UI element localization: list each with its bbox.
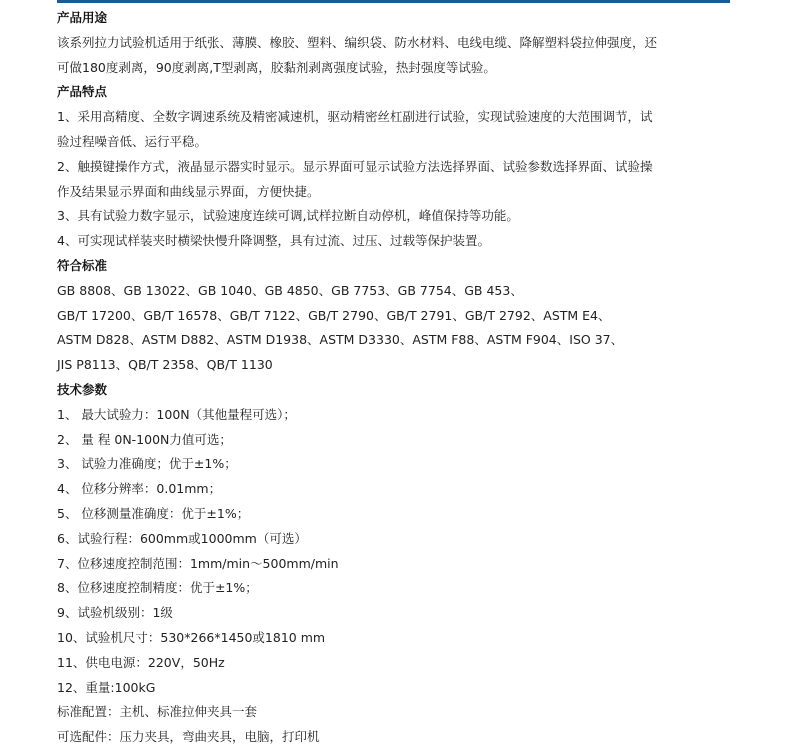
features-line-5: 3、具有试验力数字显示，试验速度连续可调,试样拉断自动停机，峰值保持等功能。 — [57, 208, 519, 224]
spec-item-11: 11、供电电源：220V，50Hz — [57, 654, 225, 670]
spec-item-1: 1、 最大试验力：100N（其他量程可选）； — [57, 406, 296, 422]
spec-item-9: 9、试验机级别：1级 — [57, 605, 173, 621]
features-line-6: 4、可实现试样装夹时横梁快慢升降调整，具有过流、过压、过载等保护装置。 — [57, 233, 490, 249]
top-divider — [57, 0, 730, 3]
spec-item-4: 4、 位移分辨率：0.01mm； — [57, 481, 222, 497]
spec-item-12: 12、重量:100kG — [57, 679, 156, 695]
usage-line-2: 可做180度剥离，90度剥离,T型剥离，胶黏剂剥离强度试验，热封强度等试验。 — [57, 59, 496, 75]
section-title-usage: 产品用途 — [57, 10, 108, 25]
standards-line-4: JIS P8113、QB/T 2358、QB/T 1130 — [57, 357, 273, 373]
optional-accessories: 可选配件：压力夹具，弯曲夹具，电脑，打印机 — [57, 729, 320, 745]
standards-line-1: GB 8808、GB 13022、GB 1040、GB 4850、GB 7753、GB 7754、GB 453、 — [57, 282, 523, 298]
product-description — [57, 6, 737, 750]
standards-line-2: GB/T 17200、GB/T 16578、GB/T 7122、GB/T 2790、GB/T 2791、GB/T 2792、ASTM E4、 — [57, 307, 611, 323]
features-line-4: 作及结果显示界面和曲线显示界面，方便快捷。 — [57, 183, 320, 199]
spec-item-5: 5、 位移测量准确度：优于±1%； — [57, 505, 250, 521]
features-line-3: 2、触摸键操作方式，液晶显示器实时显示。显示界面可显示试验方法选择界面、试验参数选择界面、试验操 — [57, 158, 653, 174]
section-title-standards: 符合标准 — [57, 257, 108, 273]
spec-item-7: 7、位移速度控制范围：1mm/min～500mm/min — [57, 555, 339, 571]
spec-item-6: 6、试验行程：600mm或1000mm（可选） — [57, 530, 307, 546]
spec-item-8: 8、位移速度控制精度：优于±1%； — [57, 580, 258, 596]
section-title-specs: 技术参数 — [57, 381, 108, 397]
features-line-1: 1、采用高精度、全数字调速系统及精密减速机，驱动精密丝杠副进行试验，实现试验速度的大范围调节，试 — [57, 109, 653, 125]
spec-item-2: 2、 量 程 0N-100N力值可选； — [57, 431, 232, 447]
standards-line-3: ASTM D828、ASTM D882、ASTM D1938、ASTM D3330、ASTM F88、ASTM F904、ISO 37、 — [57, 332, 624, 348]
standard-config: 标准配置：主机、标准拉伸夹具一套 — [57, 704, 258, 720]
usage-line-1: 该系列拉力试验机适用于纸张、薄膜、橡胶、塑料、编织袋、防水材料、电线电缆、降解塑料袋拉伸强度，还 — [57, 34, 658, 50]
spec-item-3: 3、 试验力准确度；优于±1%； — [57, 456, 237, 472]
section-title-features: 产品特点 — [57, 84, 108, 100]
features-line-2: 验过程噪音低、运行平稳。 — [57, 133, 208, 149]
spec-item-10: 10、试验机尺寸：530*266*1450或1810 mm — [57, 629, 326, 645]
